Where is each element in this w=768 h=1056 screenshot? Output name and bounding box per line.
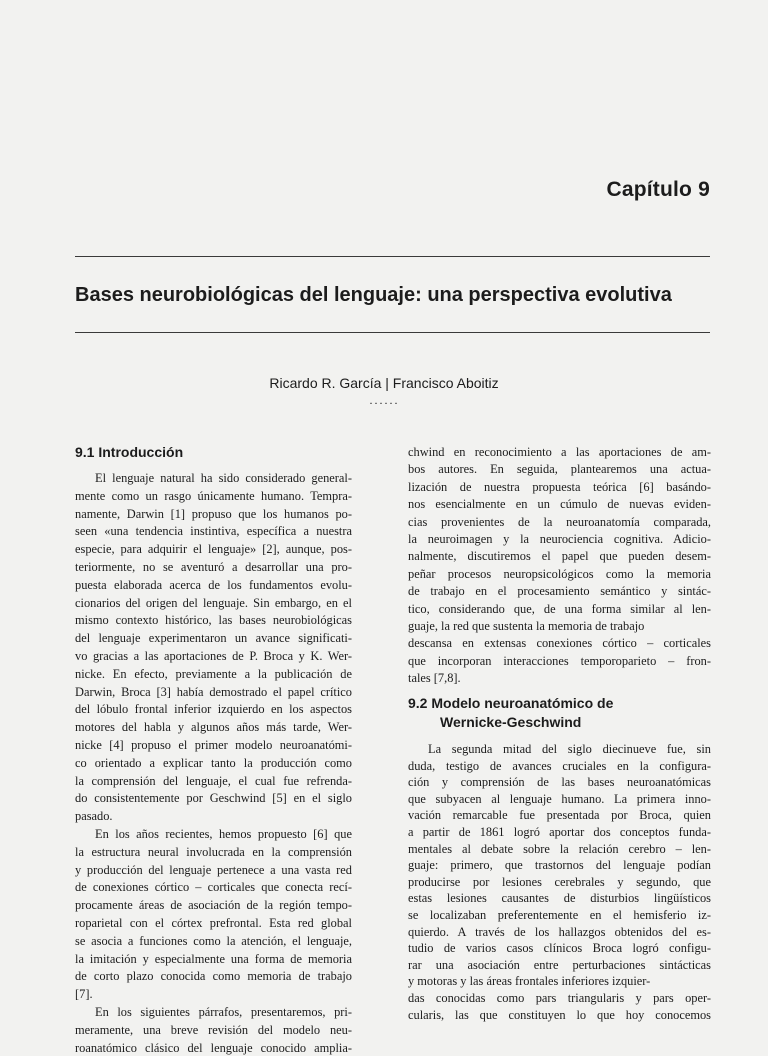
- text-line: La segunda mitad del siglo diecinueve fue, sin: [428, 742, 711, 756]
- text-line: tales [7,8].: [408, 671, 461, 686]
- text-line: la neuroimagen y la neurociencia cognitiva. Adicio-: [408, 532, 711, 546]
- bottom-rule: [75, 332, 710, 333]
- text-line: En los años recientes, hemos propuesto [6] que: [95, 827, 352, 841]
- text-line: guaje, la red que sustenta la memoria de trabajo: [408, 619, 645, 633]
- text-line: especie, para adquirir el lenguaje» [2], aunque, pos-: [75, 542, 352, 557]
- text-line: rar una asociación entre perturbaciones sintácticas: [408, 957, 711, 972]
- text-line: motores del habla y algunos años más tarde, Wer-: [75, 720, 352, 735]
- text-line: teriormente, no se aventuró a desarrollar una pro-: [75, 560, 352, 574]
- text-line: co orientado a explicar tanto la producción como: [75, 755, 352, 770]
- text-line: seen «una tendencia instintiva, específica a nuestra: [75, 524, 352, 539]
- text-line: a partir de 1861 logró aportar dos conceptos funda-: [408, 825, 711, 839]
- text-line: cularis, las que constituyen lo que hoy conocemos: [408, 1007, 711, 1022]
- text-line: producirse por lesiones cerebrales y segundo, que: [408, 874, 711, 889]
- text-line: En los siguientes párrafos, presentaremos, pri-: [95, 1005, 352, 1019]
- text-line: namente, Darwin [1] propuso que los humanos po-: [75, 506, 352, 521]
- text-line: bos autores. En seguida, plantearemos una actua-: [408, 462, 711, 477]
- text-line: lización de nuestra propuesta teórica [6] basándo-: [408, 479, 711, 494]
- text-line: y motoras y las áreas frontales inferiores izquier-: [408, 974, 651, 989]
- text-line: El lenguaje natural ha sido considerado general-: [95, 471, 352, 485]
- section-2-heading: 9.2 Modelo neuroanatómico de: [408, 695, 614, 711]
- text-line: de corto plazo conocida como memoria de trabajo: [75, 969, 352, 984]
- text-line: se localizaban preferentemente en el hemisferio iz-: [408, 908, 711, 922]
- text-line: guaje: primero, que trastornos del lenguaje podían: [408, 858, 711, 873]
- text-line: puesta elaborada acerca de los fundamentos evolu-: [75, 577, 352, 592]
- text-line: mismo contexto histórico, las bases neurobiológicas: [75, 613, 352, 628]
- text-line: vación remarcable fue presentada por Broca, quien: [408, 808, 711, 823]
- text-line: mentales al debate sobre la relación cerebro – len-: [408, 841, 711, 856]
- text-line: cias provenientes de la neuroanatomía comparada,: [408, 514, 711, 529]
- text-line: la estructura neural involucrada en la comprensión: [75, 844, 352, 859]
- chapter-label: Capítulo 9: [606, 178, 710, 201]
- text-line: tudio de varios casos clínicos Broca logró configu-: [408, 941, 711, 956]
- text-line: se asocia a funciones como la atención, el lenguaje,: [75, 933, 352, 948]
- section-2-heading-cont: Wernicke-Geschwind: [440, 714, 582, 730]
- text-line: das conocidas como pars triangularis y pars oper-: [408, 991, 711, 1005]
- text-line: duda, testigo de avances cruciales en la configura-: [408, 758, 711, 773]
- text-line: la comprensión del lenguaje, el cual fue refrenda-: [75, 773, 352, 788]
- text-line: vo gracias a las aportaciones de P. Broca y K. Wer-: [75, 649, 352, 663]
- text-line: quierdo. A través de los hallazgos obtenidos del es-: [408, 924, 711, 939]
- text-line: Darwin, Broca [3] había demostrado el papel crítico: [75, 684, 352, 699]
- text-line: roanatómico clásico del lenguaje conocido amplia-: [75, 1040, 352, 1055]
- text-line: la imitación y especialmente una forma de memoria: [75, 951, 352, 966]
- text-line: descansa en extensas conexiones córtico – corticales: [408, 636, 711, 651]
- separator-dots: ······: [369, 396, 399, 410]
- text-line: de trabajo en el procesamiento semántico y sintác-: [408, 584, 711, 599]
- text-line: del lenguaje experimentaron un avance significati-: [75, 631, 352, 646]
- text-line: [7].: [75, 987, 93, 1002]
- section-1-heading: 9.1 Introducción: [75, 444, 184, 460]
- text-line: que subyacen al lenguaje humano. La primera inno-: [408, 791, 711, 806]
- text-line: que incorporan interacciones temporoparieto – fron-: [408, 653, 711, 668]
- text-line: chwind en reconocimiento a las aportaciones de am-: [408, 445, 711, 459]
- text-line: pasado.: [75, 809, 113, 824]
- text-line: nalmente, discutiremos el papel que pueden desem-: [408, 549, 711, 564]
- chapter-title: Bases neurobiológicas del lenguaje: una perspectiva evolutiva: [75, 284, 672, 306]
- text-line: del lóbulo frontal inferior izquierdo en los aspectos: [75, 702, 352, 717]
- text-line: nos esencialmente en un cúmulo de nuevas eviden-: [408, 497, 711, 512]
- text-line: roparietal con el córtex prefrontal. Esta red global: [75, 916, 352, 930]
- text-line: y producción del lenguaje pertenece a una vasta red: [75, 862, 352, 877]
- authors: Ricardo R. García | Francisco Aboitiz: [269, 375, 499, 391]
- text-line: mente como un rasgo únicamente humano. Tempra-: [75, 488, 352, 503]
- text-line: de conexiones córtico – corticales que conecta recí-: [75, 880, 352, 895]
- top-rule: [75, 256, 710, 257]
- text-line: cionarios del origen del lenguaje. Sin embargo, en el: [75, 595, 352, 610]
- text-line: ción y comprensión de las bases neuroanatómicas: [408, 775, 711, 790]
- text-line: meramente, una breve revisión del modelo neu-: [75, 1022, 352, 1037]
- text-line: estas lesiones causantes de disturbios lingüísticos: [408, 891, 711, 906]
- text-line: do consistentemente por Geschwind [5] en el siglo: [75, 791, 352, 806]
- text-line: procamente áreas de asociación de la región tempo-: [75, 898, 352, 913]
- text-line: nicke. En efecto, previamente a la publicación de: [75, 666, 352, 681]
- text-line: tico, considerando que, de una forma similar al len-: [408, 601, 711, 616]
- text-line: peñar procesos neuropsicológicos como la memoria: [408, 566, 711, 581]
- text-line: nicke [4] propuso el primer modelo neuroanatómi-: [75, 738, 352, 752]
